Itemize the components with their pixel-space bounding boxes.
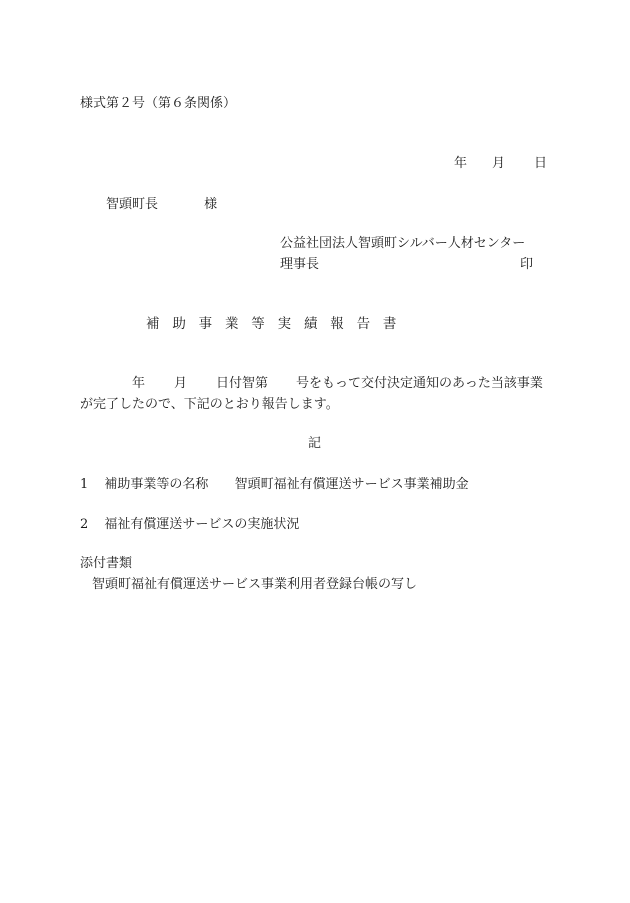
item-2 [80,518,299,531]
date-month-label: 月 [492,156,506,171]
recipient-name: 智頭町長 [106,197,159,212]
item-2-label: 福祉有償運送サービスの実施状況 [104,517,300,532]
attachments-heading: 添付書類 [80,556,133,571]
body-notice-text: 号をもって交付決定通知のあった当該事業 [296,376,543,391]
seal-mark: 印 [520,257,534,272]
document-title: 補助事業等実績報告書 [146,316,410,332]
attachments-item: 智頭町福祉有償運送サービス事業利用者登録台帳の写し [92,577,418,592]
item-1 [80,478,469,491]
body-year-label: 年 [132,376,146,391]
recipient-honorific: 様 [204,197,218,212]
ki-heading: 記 [308,436,322,451]
sender-organization: 公益社団法人智頭町シルバー人材センター [280,236,526,251]
item-1-value: 智頭町福祉有償運送サービス事業補助金 [234,477,469,492]
item-2-number: 2 [80,517,89,532]
body-line-1 [80,377,580,393]
date-year-label: 年 [454,156,468,171]
date-day-label: 日 [534,156,548,171]
body-notice-number-label: 日付智第 [216,376,269,391]
sender-title: 理事長 [280,257,320,272]
recipient-line [106,198,217,211]
form-label: 様式第２号（第６条関係） [80,96,237,111]
item-1-number: 1 [80,477,89,492]
date-line [450,157,550,173]
item-1-label: 補助事業等の名称 [104,477,209,492]
body-line-2: が完了したので、下記のとおり報告します。 [80,397,339,412]
body-month-label: 月 [174,376,188,391]
